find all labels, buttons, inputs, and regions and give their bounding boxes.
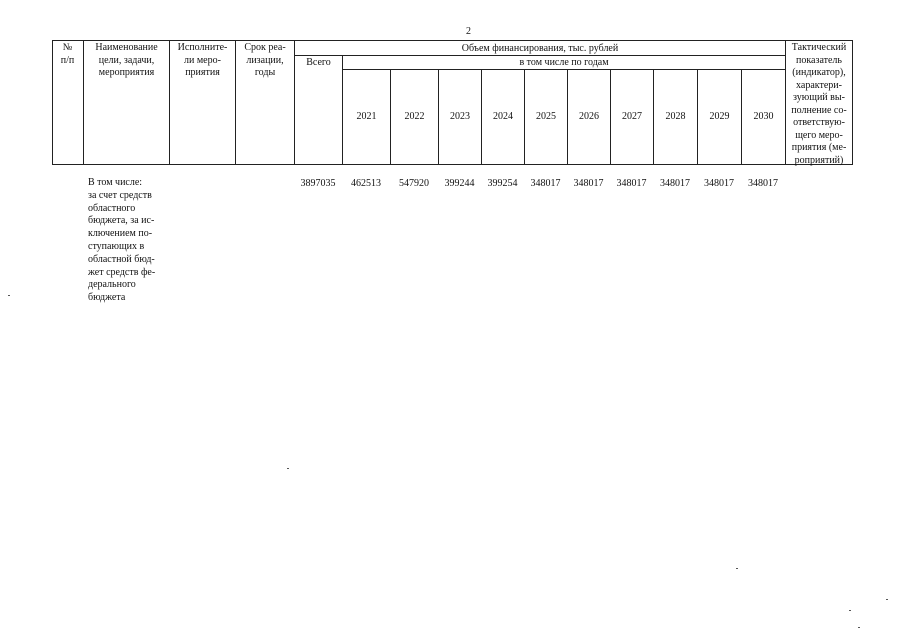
row-value: 399244	[444, 178, 475, 189]
header-year: 2021	[356, 111, 377, 122]
scan-speck	[736, 568, 738, 569]
row-value: 399254	[487, 178, 518, 189]
scan-speck	[858, 627, 860, 628]
header-indicator: Тактический показатель (индикатор), характери- зующий вы- полнение со- ответствую- щего меро- приятия (ме- роприятий)	[791, 42, 847, 166]
page-number: 2	[466, 26, 471, 37]
row-value: 348017	[616, 178, 647, 189]
header-year: 2024	[493, 111, 513, 122]
header-term: Срок реа- лизации, годы	[244, 42, 286, 78]
header-year: 2026	[579, 111, 599, 122]
header-year: 2025	[536, 111, 556, 122]
scan-speck	[886, 599, 888, 600]
row-value: 348017	[660, 178, 690, 189]
header-year: 2029	[709, 111, 730, 122]
scan-speck	[8, 295, 10, 296]
header-funding: Объем финансирования, тыс. рублей	[461, 43, 619, 54]
header-year: 2023	[450, 111, 470, 122]
header-year: 2028	[665, 111, 686, 122]
row-label: В том числе: за счет средств областного бюджета, за ис- ключением по- ступающих в областной бюд- жет средств фе- дерального бюджета	[88, 177, 156, 304]
header-executor: Исполните- ли меро- приятия	[177, 42, 228, 78]
row-total: 3897035	[300, 178, 336, 189]
header-year: 2030	[753, 111, 774, 122]
row-value: 348017	[748, 178, 778, 189]
header-name: Наименование цели, задачи, мероприятия	[95, 42, 158, 78]
row-value: 462513	[351, 178, 381, 189]
header-year: 2027	[622, 111, 642, 122]
scan-speck	[287, 468, 289, 469]
header-by-years: в том числе по годам	[519, 57, 609, 68]
header-year: 2022	[404, 111, 425, 122]
header-total: Всего	[306, 57, 331, 68]
row-value: 348017	[530, 178, 561, 189]
row-value: 348017	[573, 178, 604, 189]
scan-speck	[849, 610, 851, 611]
row-value: 348017	[704, 178, 734, 189]
row-value: 547920	[399, 178, 429, 189]
header-number: № п/п	[60, 42, 75, 66]
